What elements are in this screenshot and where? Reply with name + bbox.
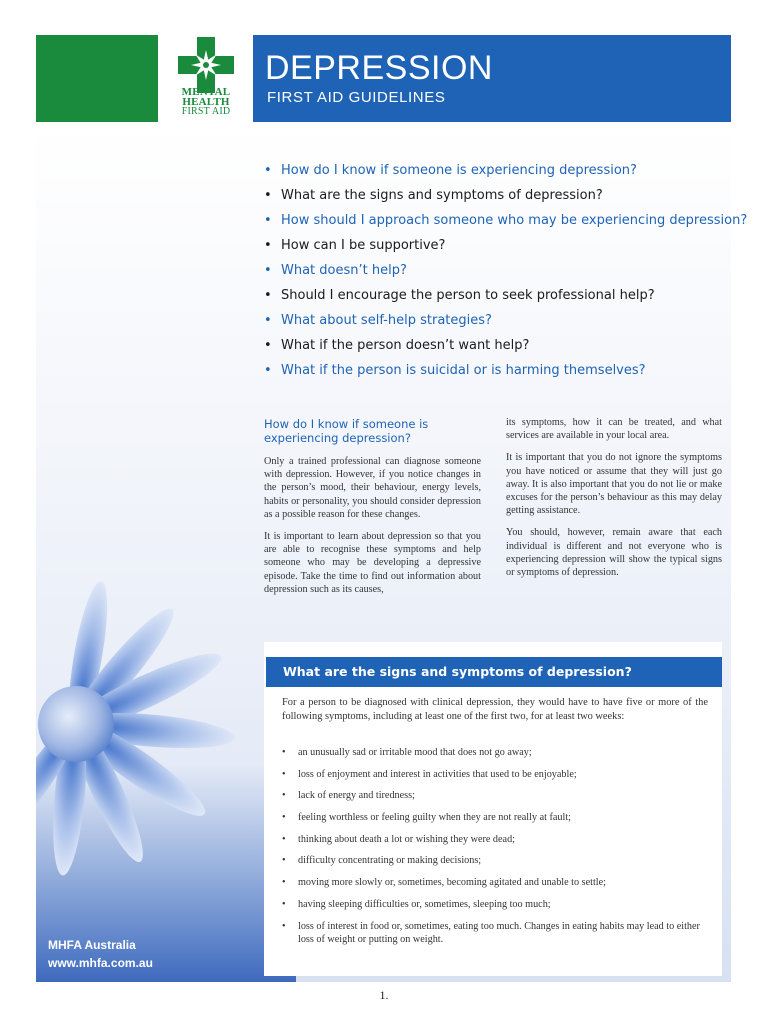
symptoms-list <box>282 746 710 955</box>
section2-heading: What are the signs and symptoms of depression? <box>266 657 722 687</box>
page-number: 1. <box>379 988 389 1002</box>
section1-heading: How do I know if someone is experiencing depression? <box>264 417 429 445</box>
list-item: • lack of energy and tiredness; <box>282 790 415 802</box>
toc-item[interactable]: • What about self-help strategies? <box>264 313 492 328</box>
toc-item[interactable]: • How should I approach someone who may be experiencing depression? <box>264 213 748 228</box>
footer-url-link[interactable]: www.mhfa.com.au <box>48 956 153 970</box>
list-item: • thinking about death a lot or wishing they were dead; <box>282 833 515 845</box>
logo-wordmark: MENTAL HEALTH FIRST AID <box>181 86 231 117</box>
paragraph: You should, however, remain aware that each individual is different and not everyone who is experiencing depression will show the typical signs or symptoms of depression. <box>506 527 722 579</box>
section1-right-column <box>506 416 722 588</box>
toc-item[interactable]: • What if the person is suicidal or is harming themselves? <box>264 363 646 378</box>
toc-item[interactable]: • What if the person doesn’t want help? <box>264 338 530 353</box>
list-item: • feeling worthless or feeling guilty when they are not really at fault; <box>282 812 571 824</box>
paragraph: It is important that you do not ignore the symptoms you have noticed or assume that they will just go away. It is also important that you do not lie or make excuses for the person’s behaviour as this may delay getting assistance. <box>506 452 722 517</box>
paragraph: It is important to learn about depression so that you are able to recognise these symptoms and help someone who may be developing a depressive episode. Take the time to find out information about depression such as its causes, <box>264 531 481 595</box>
symptoms-panel <box>264 642 722 976</box>
toc-item[interactable]: • Should I encourage the person to seek professional help? <box>264 288 655 303</box>
toc-item[interactable]: • What doesn’t help? <box>264 263 407 278</box>
header-banner <box>253 35 731 122</box>
section1-left-column <box>264 417 481 605</box>
page-subtitle: FIRST AID GUIDELINES <box>267 89 446 106</box>
list-item: • an unusually sad or irritable mood that does not go away; <box>282 747 532 758</box>
table-of-contents <box>264 158 748 383</box>
list-item: • loss of enjoyment and interest in activities that used to be enjoyable; <box>282 768 577 780</box>
header-green-block <box>36 35 158 122</box>
list-item: • moving more slowly or, sometimes, becoming agitated and unable to settle; <box>282 877 606 889</box>
list-item: • difficulty concentrating or making decisions; <box>282 855 482 867</box>
footer-org: MHFA Australia <box>48 938 136 952</box>
toc-item[interactable]: • How do I know if someone is experiencing depression? <box>264 163 637 178</box>
toc-item[interactable]: • How can I be supportive? <box>264 238 446 253</box>
paragraph: Only a trained professional can diagnose someone with depression. However, if you notice changes in the person’s mood, their behaviour, energy levels, habits or personality, you should consider depression as a possible reason for these changes. <box>264 456 481 520</box>
footer <box>48 936 153 972</box>
list-item: • loss of interest in food or, sometimes, eating too much. Changes in eating habits may lead to either loss of weight or putting on weight. <box>282 920 700 945</box>
toc-item[interactable]: • What are the signs and symptoms of depression? <box>264 188 603 203</box>
page-title: DEPRESSION <box>265 49 493 87</box>
cross-star-icon <box>178 37 234 93</box>
section2-intro: For a person to be diagnosed with clinical depression, they would have to have five or more of the following symptoms, including at least one of the first two, for at least two weeks: <box>282 697 708 722</box>
list-item: • having sleeping difficulties or, sometimes, sleeping too much; <box>282 898 551 910</box>
paragraph: its symptoms, how it can be treated, and what services are available in your local area. <box>506 417 722 442</box>
mhfa-logo <box>176 35 236 123</box>
